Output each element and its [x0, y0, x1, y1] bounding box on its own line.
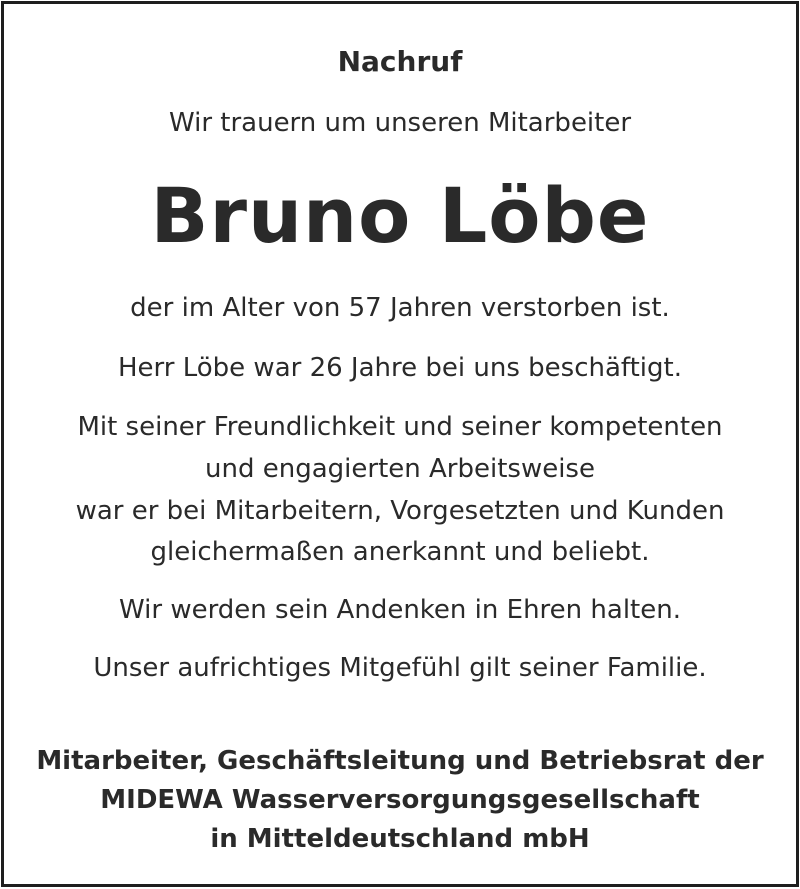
- notice-title: Nachruf: [337, 45, 463, 78]
- employment-line: Herr Löbe war 26 Jahre bei uns beschäftigt.: [118, 353, 682, 383]
- sympathy-line: Unser aufrichtiges Mitgefühl gilt seiner Familie.: [93, 653, 707, 683]
- tribute-line: gleichermaßen anerkannt und beliebt.: [150, 537, 650, 567]
- signature-line: Mitarbeiter, Geschäftsleitung und Betriebsrat der: [36, 746, 764, 776]
- obituary-notice: [1, 1, 799, 887]
- tribute-line: und engagierten Arbeitsweise: [205, 454, 595, 484]
- deceased-name: Bruno Löbe: [150, 171, 650, 260]
- signature-line: MIDEWA Wasserversorgungsgesellschaft: [100, 785, 700, 815]
- remembrance-line: Wir werden sein Andenken in Ehren halten.: [119, 595, 681, 625]
- tribute-line: war er bei Mitarbeitern, Vorgesetzten und Kunden: [75, 496, 725, 526]
- intro-line: Wir trauern um unseren Mitarbeiter: [168, 108, 632, 138]
- tribute-line: Mit seiner Freundlichkeit und seiner kompetenten: [77, 412, 723, 442]
- age-line: der im Alter von 57 Jahren verstorben ist.: [130, 293, 670, 323]
- signature-line: in Mitteldeutschland mbH: [210, 824, 590, 854]
